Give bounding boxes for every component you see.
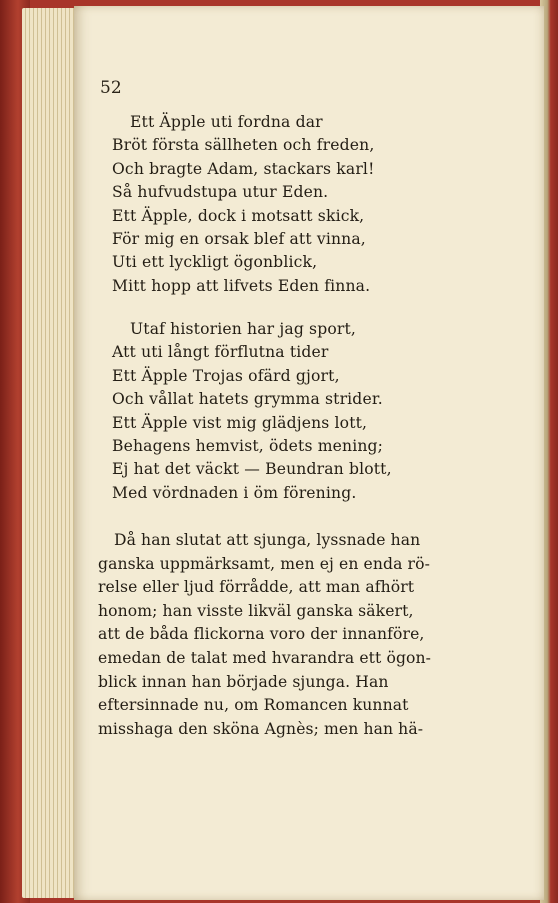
poem-stanza-2 [112,318,392,505]
poem-line: Bröt första sällheten och freden, [112,136,375,155]
poem-line: Uti ett lyckligt ögonblick, [112,253,318,272]
poem-line: Utaf historien har jag sport, [130,320,357,338]
prose-paragraph [98,529,528,741]
poem-line: Ett Äpple uti fordna dar [130,113,323,131]
poem-line: För mig en orsak blef att vinna, [112,229,366,248]
prose-line: att de båda flickorna voro der innanföre, [98,625,425,644]
page-number: 52 [100,78,122,98]
prose-line: honom; han visste likväl ganska säkert, [98,601,414,620]
poem-line: Så hufvudstupa utur Eden. [112,183,329,202]
prose-line: relse eller ljud förrådde, att man afhört [98,578,415,597]
poem-line: Ett Äpple vist mig glädjens lott, [112,413,368,432]
poem-line: Mitt hopp att lifvets Eden finna. [112,276,371,295]
page-edges-left [22,8,78,898]
poem-line: Ett Äpple Trojas ofärd gjort, [112,366,340,385]
poem-line: Och vållat hatets grymma strider. [112,390,383,409]
prose-line: ganska uppmärksamt, men ej en enda rö- [98,554,430,573]
poem-line: Ej hat det väckt — Beundran blott, [112,460,392,479]
prose-line: blick innan han började sjunga. Han [98,672,389,691]
poem-line: Att uti långt förflutna tider [112,343,329,362]
poem-line: Ett Äpple, dock i motsatt skick, [112,206,365,225]
poem-line: Med vördnaden i öm förening. [112,483,357,502]
prose-line: emedan de talat med hvarandra ett ögon- [98,648,432,667]
poem-line: Och bragte Adam, stackars karl! [112,159,375,178]
prose-line: Då han slutat att sjunga, lyssnade han [114,531,421,549]
poem-stanza-1 [112,111,375,298]
prose-line: eftersinnade nu, om Romancen kunnat [98,696,409,715]
poem-line: Behagens hemvist, ödets mening; [112,436,384,455]
prose-line: misshaga den sköna Agnès; men han hä- [98,719,424,738]
